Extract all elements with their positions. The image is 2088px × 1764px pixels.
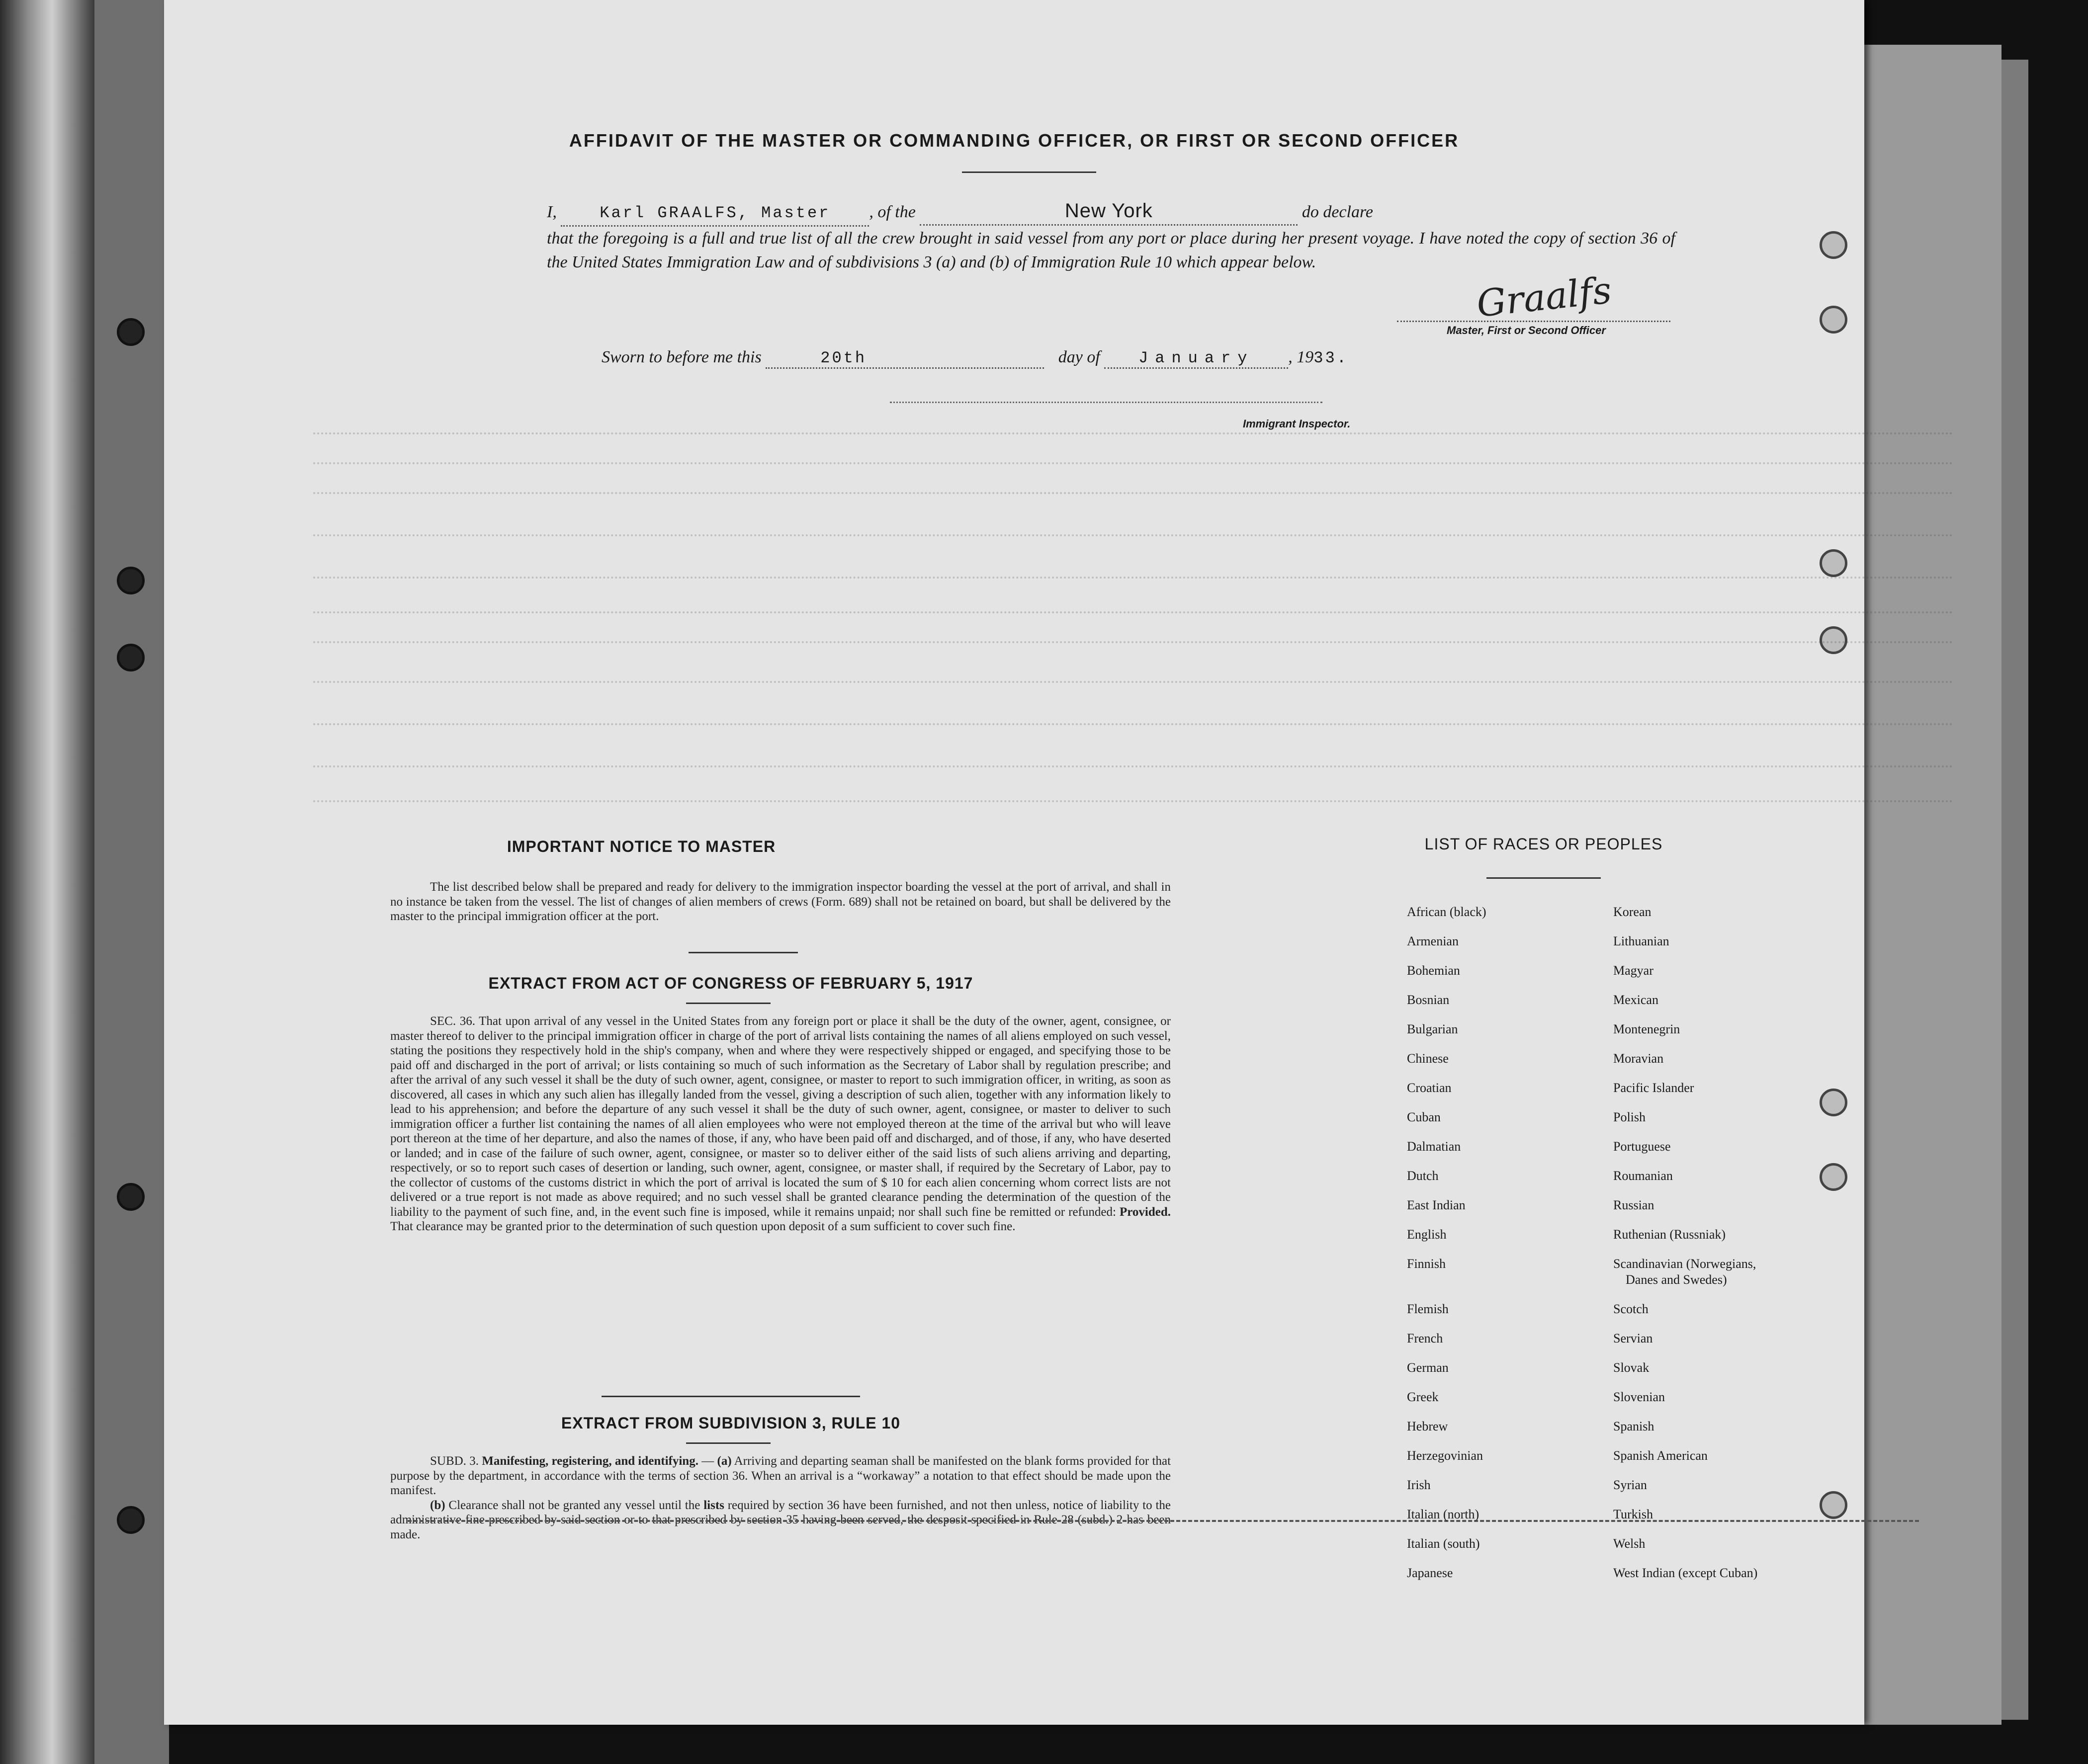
notice-text: The list described below shall be prepared and ready for delivery to the immigration inspector boarding the vessel at the port of arrival, and shall in no instance be taken from the vessel. The list of changes of alien members of crews (Form. 689) shall not be retained on board, but shall be delivered by the master to the principal immigration officer at the port. — [390, 880, 1171, 923]
bleed-through-row — [313, 765, 1954, 769]
race-item: Croatian — [1407, 1081, 1452, 1095]
race-item: Russian — [1613, 1198, 1654, 1212]
race-item: West Indian (except Cuban) — [1613, 1566, 1758, 1580]
race-item: Spanish American — [1613, 1448, 1708, 1463]
race-item: German — [1407, 1360, 1449, 1375]
declare-label: do declare — [1302, 203, 1374, 221]
subd-label: SUBD. 3. — [430, 1454, 479, 1468]
act-end-rule — [602, 1396, 860, 1397]
race-item: Syrian — [1613, 1478, 1647, 1492]
title-rule — [962, 171, 1096, 173]
race-item-continued: Danes and Swedes) — [1626, 1272, 1727, 1287]
part-b-text-2: required by section 36 have been furnished, and not then unless, notice of liability to the administrative fine prescribed by said section or to that prescribed by section 35 having been served, the desposit specified in Rule 28 (subd.) 2 has been made. — [390, 1498, 1171, 1541]
part-a-label: (a) — [717, 1454, 732, 1468]
act-rule — [686, 1003, 771, 1004]
year-prefix: , 19 — [1288, 348, 1314, 366]
race-item: Armenian — [1407, 934, 1459, 948]
bleed-through-row — [313, 534, 1954, 538]
rule-rule — [686, 1442, 771, 1444]
inspector-caption: Immigrant Inspector. — [1243, 418, 1351, 430]
race-item: Italian (north) — [1407, 1507, 1479, 1521]
race-item: Greek — [1407, 1390, 1439, 1404]
subd-title: Manifesting, registering, and identifying. — [482, 1454, 698, 1468]
race-item: Mexican — [1613, 993, 1658, 1007]
race-item: Turkish — [1613, 1507, 1653, 1521]
race-item: Spanish — [1613, 1419, 1654, 1433]
rule-heading: EXTRACT FROM SUBDIVISION 3, RULE 10 — [561, 1414, 901, 1432]
race-item: Dutch — [1407, 1169, 1439, 1183]
bleed-through-row — [313, 641, 1954, 645]
sworn-prefix: Sworn to before me this — [602, 348, 762, 366]
inspector-signature-line — [890, 402, 1322, 403]
race-item: Cuban — [1407, 1110, 1441, 1124]
race-item: Montenegrin — [1613, 1022, 1680, 1036]
sworn-statement — [602, 348, 1695, 369]
race-item: Slovak — [1613, 1360, 1650, 1375]
race-item: French — [1407, 1331, 1443, 1345]
act-section — [390, 1014, 1171, 1234]
document-page — [164, 0, 1864, 1725]
race-item: Scotch — [1613, 1302, 1649, 1316]
notice-rule — [689, 952, 798, 953]
race-item: Finnish — [1407, 1257, 1446, 1271]
provided-label: Provided. — [1119, 1205, 1171, 1219]
races-rule — [1486, 877, 1601, 879]
race-item: East Indian — [1407, 1198, 1466, 1212]
race-item: Dalmatian — [1407, 1139, 1461, 1154]
punch-hole-icon — [117, 567, 145, 594]
punch-hole-icon — [117, 1506, 145, 1534]
punch-hole-icon — [1820, 626, 1847, 654]
races-right-column — [1613, 897, 1757, 1588]
act-heading: EXTRACT FROM ACT OF CONGRESS OF FEBRUARY 5, 1917 — [488, 974, 973, 992]
race-item: Bohemian — [1407, 963, 1460, 978]
of-the-label: , of the — [869, 203, 916, 221]
notice-heading: IMPORTANT NOTICE TO MASTER — [507, 838, 776, 855]
race-item: Roumanian — [1613, 1169, 1673, 1183]
race-item: Flemish — [1407, 1302, 1449, 1316]
punch-hole-icon — [117, 1183, 145, 1211]
bleed-through-row — [313, 432, 1954, 436]
signature-caption: Master, First or Second Officer — [1447, 324, 1606, 336]
affidavit-intro: I, — [547, 203, 557, 221]
sworn-day: 20th — [820, 349, 867, 367]
punch-hole-icon — [1820, 549, 1847, 577]
act-text: SEC. 36. That upon arrival of any vessel in the United States from any foreign port or place it shall be the duty of the owner, agent, consignee, or master thereof to deliver to the principal immigration officer in charge of the port of arrival lists containing the names of all aliens employed on such vessel, stating the positions they respectively hold in the ship's company, when and where they were respectively shipped or engaged, and specifying those to be paid off and discharged in the port of arrival; or lists containing so much of such information as the Secretary of Labor shall by regulation prescribe; and after the arrival of any such vessel it shall be the duty of such owner, agent, consignee, or master to report to such immigration officer, in writing, as soon as discovered, all cases in which any such alien has illegally landed from the vessel, giving a description of such alien, together with any information likely to lead to his apprehension; and before the departure of any such vessel it shall be the duty of such owner, agent, consignee, or master to deliver to such immigration officer a further list containing the names of all alien employees who were not employed thereon at the time of the arrival but who will leave port thereon at the time of her departure, and also the names of those, if any, who have been paid off and discharged, and of those, if any, who have deserted or landed; and in case of the failure of such owner, agent, consignee, or master so to deliver either of the said lists of such aliens arriving and departing, respectively, or so to report such cases of desertion or landing, such owner, agent, consignee, or master shall, if required by the Secretary of Labor, pay to the collector of customs of the customs district in which the port of arrival is located the sum of $ 10 for each alien concerning whom correct lists are not delivered or a true report is not made as above required; and no such vessel shall be granted clearance pending the determination of the question of the liability to the payment of such fine, and, in the event such fine is imposed, while it remains unpaid; nor shall such fine be remitted or refunded: — [390, 1014, 1171, 1219]
race-item: Herzegovinian — [1407, 1448, 1483, 1463]
punch-hole-icon — [117, 318, 145, 346]
race-item: Moravian — [1613, 1051, 1664, 1066]
affidavit-statement — [547, 199, 1675, 274]
part-b-text-1: Clearance shall not be granted any vessel until the — [448, 1498, 700, 1512]
race-item: Scandinavian (Norwegians, — [1613, 1257, 1756, 1271]
race-item: Bosnian — [1407, 993, 1450, 1007]
binder-edge — [0, 0, 94, 1764]
port-name: New York — [1064, 200, 1153, 222]
race-item: Chinese — [1407, 1051, 1449, 1066]
race-item: Korean — [1613, 905, 1652, 919]
bleed-through-row — [313, 492, 1954, 496]
bleed-through-row — [313, 723, 1954, 727]
race-item: Magyar — [1613, 963, 1653, 978]
race-item: Japanese — [1407, 1566, 1453, 1580]
bleed-through-row — [313, 577, 1954, 581]
race-item: Italian (south) — [1407, 1536, 1480, 1551]
year-suffix: 33. — [1313, 349, 1348, 367]
race-item: Portuguese — [1613, 1139, 1671, 1154]
race-item: Servian — [1613, 1331, 1653, 1345]
part-b-label: (b) — [430, 1498, 445, 1512]
punch-hole-icon — [1820, 1491, 1847, 1519]
part-b-lists: lists — [703, 1498, 724, 1512]
bleed-through-row — [313, 681, 1954, 685]
master-signature: Graalfs — [1475, 269, 1614, 326]
race-item: Bulgarian — [1407, 1022, 1458, 1036]
sworn-month: January — [1138, 349, 1254, 367]
race-item: African (black) — [1407, 905, 1486, 919]
race-item: Polish — [1613, 1110, 1646, 1124]
race-item: Hebrew — [1407, 1419, 1448, 1433]
master-name: Karl GRAALFS, Master — [600, 204, 831, 222]
day-of-label: day of — [1058, 348, 1100, 366]
rule-section: SUBD. 3. Manifesting, registering, and identifying. — (a) Arriving and departing seaman shall be manifested on the blank forms provided for that purpose by the department, in accordance with the terms of section 36. When an arrival is a “workaway” a notation to that effect should be made upon the manifest. (b) Clearance shall not be granted any vessel until the lists required by section 36 have been furnished, and not then unless, notice of liability to the administrative fine prescribed by said section or to that prescribed by section 35 having been served, the desposit specified in Rule 28 (subd.) 2 has been made. — [390, 1454, 1171, 1541]
race-item: Ruthenian (Russniak) — [1613, 1227, 1726, 1242]
race-item: Irish — [1407, 1478, 1431, 1492]
races-heading: LIST OF RACES OR PEOPLES — [1424, 835, 1663, 853]
race-item: Welsh — [1613, 1536, 1646, 1551]
bleed-through-row — [313, 800, 1954, 804]
punch-hole-icon — [117, 644, 145, 672]
bleed-through-row — [313, 462, 1954, 466]
race-item: Pacific Islander — [1613, 1081, 1694, 1095]
affidavit-title: AFFIDAVIT OF THE MASTER OR COMMANDING OFFICER, OR FIRST OR SECOND OFFICER — [569, 130, 1460, 151]
punch-hole-icon — [1820, 1089, 1847, 1116]
race-item: Lithuanian — [1613, 934, 1669, 948]
punch-hole-icon — [1820, 1163, 1847, 1191]
punch-hole-icon — [1820, 306, 1847, 334]
binder-strip — [94, 0, 169, 1764]
races-left-column — [1407, 897, 1486, 1588]
race-spacer — [1407, 1278, 1486, 1294]
bleed-through-row — [313, 611, 1954, 615]
part-a-text: Arriving and departing seaman shall be manifested on the blank forms provided for that purpose by the department, in accordance with the terms of section 36. When an arrival is a “workaway” a notation to that effect should be made upon the manifest. — [390, 1454, 1171, 1497]
punch-hole-icon — [1820, 231, 1847, 259]
back-sheet-edge — [1849, 45, 2001, 1725]
provided-text: That clearance may be granted prior to the determination of such question upon deposit of a sum sufficient to cover such fine. — [390, 1220, 1016, 1233]
affidavit-body: that the foregoing is a full and true list of all the crew brought in said vessel from any port or place during her present voyage. I have noted the copy of section 36 of the United States Immigration Law and of subdivisions 3 (a) and (b) of Immigration Rule 10 which appear below. — [547, 229, 1675, 271]
signature-line — [1397, 321, 1670, 322]
race-item: English — [1407, 1227, 1447, 1242]
race-item: Slovenian — [1613, 1390, 1665, 1404]
